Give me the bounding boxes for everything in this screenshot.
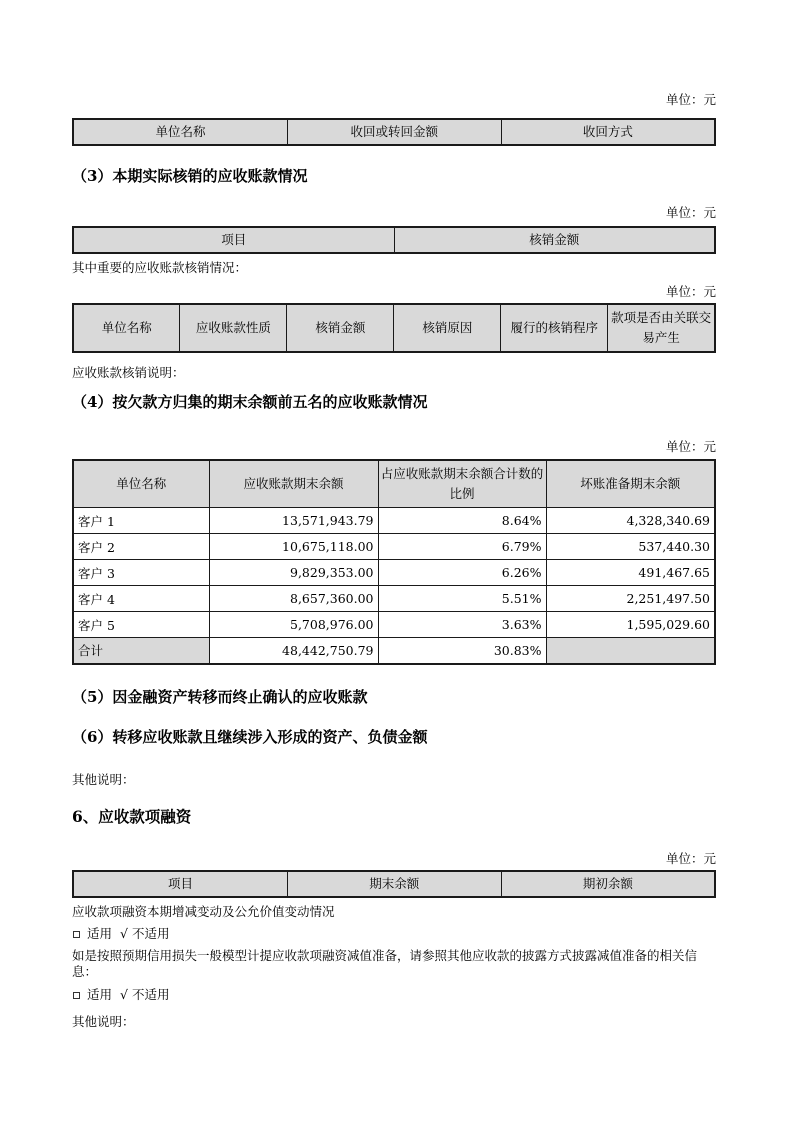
header-cell: 应收账款期末余额 xyxy=(209,460,378,508)
financing-table xyxy=(72,870,716,898)
check-icon: √ xyxy=(120,925,128,941)
table-header-row xyxy=(73,227,715,253)
header-cell: 单位名称 xyxy=(73,304,180,352)
unit-label-2: 单位：元 xyxy=(665,205,716,220)
applicable-label: 适用 xyxy=(87,925,113,941)
checkbox-unchecked-icon xyxy=(73,931,80,938)
table-header-row xyxy=(73,119,715,145)
balance-cell: 9,829,353.00 xyxy=(209,560,378,586)
main-heading-6: 6、应收款项融资 xyxy=(72,806,192,826)
header-cell: 应收账款性质 xyxy=(180,304,287,352)
ratio-cell: 3.63% xyxy=(378,612,546,638)
section-heading-4: （4）按欠款方归集的期末余额前五名的应收账款情况 xyxy=(72,393,428,411)
customer-name-cell: 客户 4 xyxy=(73,586,209,612)
total-ratio-cell: 30.83% xyxy=(378,638,546,664)
not-applicable-label: 不适用 xyxy=(131,925,170,941)
header-cell: 款项是否由关联交易产生 xyxy=(608,304,715,352)
applicable-line-2 xyxy=(72,987,716,1003)
balance-cell: 5,708,976.00 xyxy=(209,612,378,638)
applicable-label: 适用 xyxy=(87,986,113,1002)
unit-label-1: 单位：元 xyxy=(665,92,716,107)
total-label-cell: 合计 xyxy=(73,638,209,664)
table-row xyxy=(73,612,715,638)
unit-label-5: 单位：元 xyxy=(665,850,716,866)
balance-cell: 10,675,118.00 xyxy=(209,534,378,560)
header-cell: 坏账准备期末余额 xyxy=(546,460,715,508)
unit-label-4: 单位：元 xyxy=(665,439,716,454)
header-cell: 核销金额 xyxy=(394,227,715,253)
other-note-text: 其他说明： xyxy=(72,771,135,787)
section-heading-3: （3）本期实际核销的应收账款情况 xyxy=(72,167,308,185)
section-heading-6: （6）转移应收账款且继续涉入形成的资产、负债金额 xyxy=(72,727,428,746)
header-cell: 收回方式 xyxy=(501,119,715,145)
ratio-cell: 6.26% xyxy=(378,560,546,586)
recovery-table xyxy=(72,118,716,146)
header-cell: 期初余额 xyxy=(501,871,715,897)
header-cell: 期末余额 xyxy=(287,871,501,897)
page-content xyxy=(72,0,716,1030)
top5-receivables-table xyxy=(72,459,716,665)
table-header-row xyxy=(73,304,715,352)
total-bad-debt-cell xyxy=(546,638,715,664)
total-row xyxy=(73,638,715,664)
balance-cell: 13,571,943.79 xyxy=(209,508,378,534)
writeoff-note-text: 应收账款核销说明： xyxy=(72,365,185,380)
other-note-text-2: 其他说明： xyxy=(72,1013,135,1029)
balance-cell: 8,657,360.00 xyxy=(209,586,378,612)
bad-debt-cell: 537,440.30 xyxy=(546,534,715,560)
header-cell: 履行的核销程序 xyxy=(501,304,608,352)
table-header-row xyxy=(73,871,715,897)
bad-debt-cell: 1,595,029.60 xyxy=(546,612,715,638)
header-cell: 收回或转回金额 xyxy=(287,119,501,145)
table-row xyxy=(73,586,715,612)
writeoff-summary-table xyxy=(72,226,716,254)
customer-name-cell: 客户 2 xyxy=(73,534,209,560)
customer-name-cell: 客户 1 xyxy=(73,508,209,534)
bad-debt-cell: 491,467.65 xyxy=(546,560,715,586)
header-cell: 核销金额 xyxy=(287,304,394,352)
header-cell: 项目 xyxy=(73,227,394,253)
header-cell: 项目 xyxy=(73,871,287,897)
bad-debt-cell: 4,328,340.69 xyxy=(546,508,715,534)
ratio-cell: 5.51% xyxy=(378,586,546,612)
table-row xyxy=(73,560,715,586)
important-writeoff-text: 其中重要的应收账款核销情况： xyxy=(72,260,248,275)
checkbox-unchecked-icon xyxy=(73,992,80,999)
customer-name-cell: 客户 3 xyxy=(73,560,209,586)
header-cell: 占应收账款期末余额合计数的比例 xyxy=(378,460,546,508)
applicable-line-1 xyxy=(72,926,716,942)
header-cell: 单位名称 xyxy=(73,460,209,508)
table-row xyxy=(73,508,715,534)
total-balance-cell: 48,442,750.79 xyxy=(209,638,378,664)
unit-label-3: 单位：元 xyxy=(665,284,716,299)
financing-change-text: 应收款项融资本期增减变动及公允价值变动情况 xyxy=(72,903,335,919)
writeoff-detail-table xyxy=(72,303,716,353)
header-cell: 核销原因 xyxy=(394,304,501,352)
bad-debt-cell: 2,251,497.50 xyxy=(546,586,715,612)
customer-name-cell: 客户 5 xyxy=(73,612,209,638)
table-header-row xyxy=(73,460,715,508)
header-cell: 单位名称 xyxy=(73,119,287,145)
ratio-cell: 8.64% xyxy=(378,508,546,534)
section-heading-5: （5）因金融资产转移而终止确认的应收账款 xyxy=(72,687,368,706)
ratio-cell: 6.79% xyxy=(378,534,546,560)
table-row xyxy=(73,534,715,560)
check-icon: √ xyxy=(120,986,128,1002)
ecl-note-text: 如是按照预期信用损失一般模型计提应收款项融资减值准备，请参照其他应收款的披露方式披露减值准备的相关信息： xyxy=(72,947,698,979)
not-applicable-label: 不适用 xyxy=(131,986,170,1002)
